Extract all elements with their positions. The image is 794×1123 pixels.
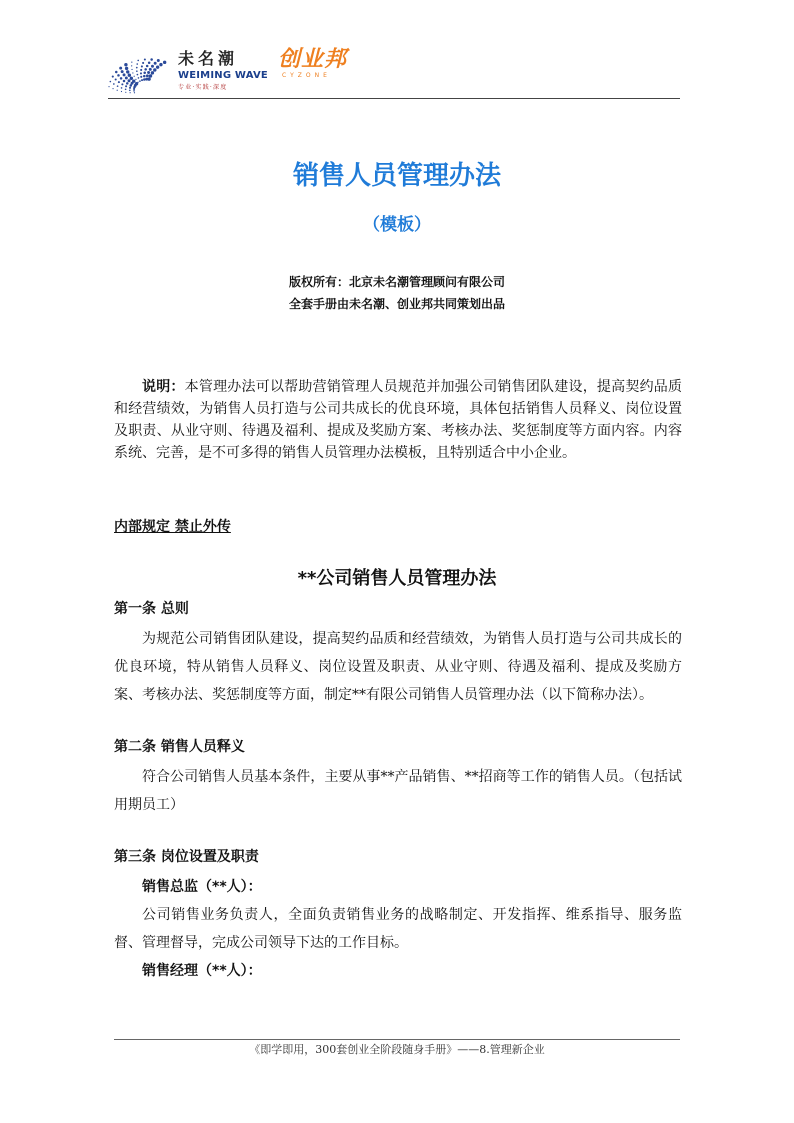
article-1-paragraph: 为规范公司销售团队建设，提高契约品质和经营绩效，为销售人员打造与公司共成长的优良环境，特从销售人员释义、岗位设置及职责、从业守则、待遇及福利、提成及奖励方案、考核办法、奖惩制度等方面，制定**有限公司销售人员管理办法（以下简称办法）。 <box>114 631 682 703</box>
copyright-block <box>0 271 794 315</box>
logo-dot <box>126 70 129 73</box>
logo-dot <box>151 65 154 68</box>
weiming-wave-logo-icon <box>108 46 174 96</box>
logo-dot <box>150 58 153 61</box>
role-sales-manager: 销售经理（**人）： <box>142 963 262 979</box>
logo-dot <box>130 77 133 80</box>
header-divider <box>108 98 680 99</box>
page-subtitle: （模板） <box>363 215 431 235</box>
logo-dot <box>140 76 142 78</box>
logo-dot <box>137 74 139 76</box>
logo-dot <box>117 74 120 77</box>
logo-dot <box>125 67 128 70</box>
page-header <box>108 40 680 100</box>
logo-dot <box>140 69 142 71</box>
internal-notice: 内部规定 禁止外传 <box>114 519 231 535</box>
article-3-heading: 第三条 岗位设置及职责 <box>114 849 259 865</box>
logo-dot <box>125 85 127 87</box>
logo-dot <box>134 92 135 93</box>
logo-dot <box>141 79 143 81</box>
logo-dot <box>121 87 123 89</box>
logo-dot <box>141 65 143 67</box>
logo-dot <box>151 71 154 74</box>
logo-dot <box>144 68 147 71</box>
role-sales-director: 销售总监（**人）： <box>142 879 262 895</box>
logo-dot <box>136 70 138 72</box>
logo-dot <box>126 82 129 85</box>
logo-dot <box>117 90 118 91</box>
page-footer: 《即学即用，300套创业全阶段随身手册》——8.管理新企业 <box>249 1043 545 1056</box>
logo-dot <box>133 90 135 92</box>
logo-dot <box>131 62 132 63</box>
logo-dot <box>140 72 142 74</box>
logo-dot <box>129 87 131 89</box>
logo-dot <box>128 79 131 82</box>
intro-paragraph <box>114 376 682 464</box>
logo-dot <box>143 71 146 74</box>
logo-dot <box>113 83 115 85</box>
logo-dot <box>138 82 139 83</box>
logo-dot <box>131 65 132 66</box>
logo-dot <box>112 76 114 78</box>
article-1-heading: 第一条 总则 <box>114 601 189 617</box>
logo-dot <box>112 88 113 89</box>
logo-dot <box>123 80 126 83</box>
logo-dot <box>136 67 138 69</box>
logo-dot <box>121 70 124 73</box>
document-content <box>114 597 682 985</box>
logo-dot <box>129 89 131 91</box>
logo-dot <box>135 79 136 80</box>
logo-dot <box>115 78 117 80</box>
logo-dot <box>143 78 146 81</box>
logo-dot <box>131 69 132 70</box>
logo-dot <box>159 63 162 66</box>
logo-dot <box>136 63 138 65</box>
logo-dot <box>147 71 150 74</box>
logo-dot <box>148 61 151 64</box>
logo-dot <box>142 62 144 64</box>
logo-dot <box>123 73 126 76</box>
logo-dot <box>134 76 135 77</box>
article-2-heading: 第二条 销售人员释义 <box>114 739 245 755</box>
spacer <box>114 819 682 845</box>
footer-divider <box>114 1039 680 1040</box>
logo-dot <box>132 72 133 73</box>
logo-dot <box>156 65 159 68</box>
logo-dot <box>121 83 123 85</box>
logo-dot <box>139 80 141 82</box>
document-title: **公司销售人员管理办法 <box>297 568 497 589</box>
weiming-wordmark <box>178 50 268 92</box>
logo-dot <box>143 75 146 78</box>
logo-dot <box>147 77 150 80</box>
copyright-producer: 全套手册由未名潮、创业邦共同策划出品 <box>288 297 505 311</box>
weiming-name-en: WEIMING WAVE <box>178 70 268 81</box>
logo-dot <box>154 62 157 65</box>
logo-dot <box>128 74 131 77</box>
copyright-owner: 版权所有：北京未名潮管理顾问有限公司 <box>288 275 505 289</box>
logo-dot <box>108 86 109 87</box>
logo-dot <box>163 61 166 64</box>
logo-dot <box>146 74 149 77</box>
logo-dot <box>117 85 119 87</box>
logo-dot <box>157 59 160 62</box>
weiming-tagline: 专业·实践·深度 <box>178 84 228 91</box>
logo-dot <box>125 88 127 90</box>
logo-dot <box>137 60 139 62</box>
page-title: 销售人员管理办法 <box>292 161 501 191</box>
logo-dot <box>120 77 123 80</box>
logo-dot <box>118 81 120 83</box>
logo-dot <box>115 71 118 74</box>
logo-dot <box>121 91 122 92</box>
role-sales-director-desc: 公司销售业务负责人，全面负责销售业务的战略制定、开发指挥、维系指导、服务监督、管理督导，完成公司领导下达的工作目标。 <box>114 907 682 951</box>
spacer <box>114 709 682 735</box>
logo-dot <box>144 58 146 60</box>
logo-dot <box>119 67 122 70</box>
logo-dot <box>138 77 140 79</box>
cyzone-name-cn: 创业邦 <box>278 47 348 72</box>
logo-dot <box>124 63 127 66</box>
logo-dot <box>149 74 152 77</box>
intro-lead: 说明： <box>142 379 185 395</box>
cyzone-logo <box>278 48 347 80</box>
logo-dot <box>130 92 131 93</box>
cyzone-name-en: CYZONE <box>282 72 331 79</box>
logo-dot <box>125 76 128 79</box>
logo-dot <box>110 81 112 83</box>
intro-text: 本管理办法可以帮助营销管理人员规范并加强公司销售团队建设，提高契约品质和经营绩效，为销售人员打造与公司共成长的优良环境，具体包括销售人员释义、岗位设置及职责、从业守则、待遇及福利、提成及奖励方案、考核办法、奖惩制度等方面内容。内容系统、完善，是不可多得的销售人员管理办法模板，且特别适合中小企业。 <box>114 379 683 461</box>
weiming-name-cn: 未名潮 <box>178 49 239 68</box>
logo-dot <box>153 68 156 71</box>
article-2-paragraph: 符合公司销售人员基本条件，主要从事**产品销售、**招商等工作的销售人员。（包括试用期员工） <box>114 769 682 813</box>
logo-dot <box>132 79 135 82</box>
logo-dot <box>146 65 149 68</box>
logo-dot <box>149 68 152 71</box>
logo-dot <box>125 92 126 93</box>
